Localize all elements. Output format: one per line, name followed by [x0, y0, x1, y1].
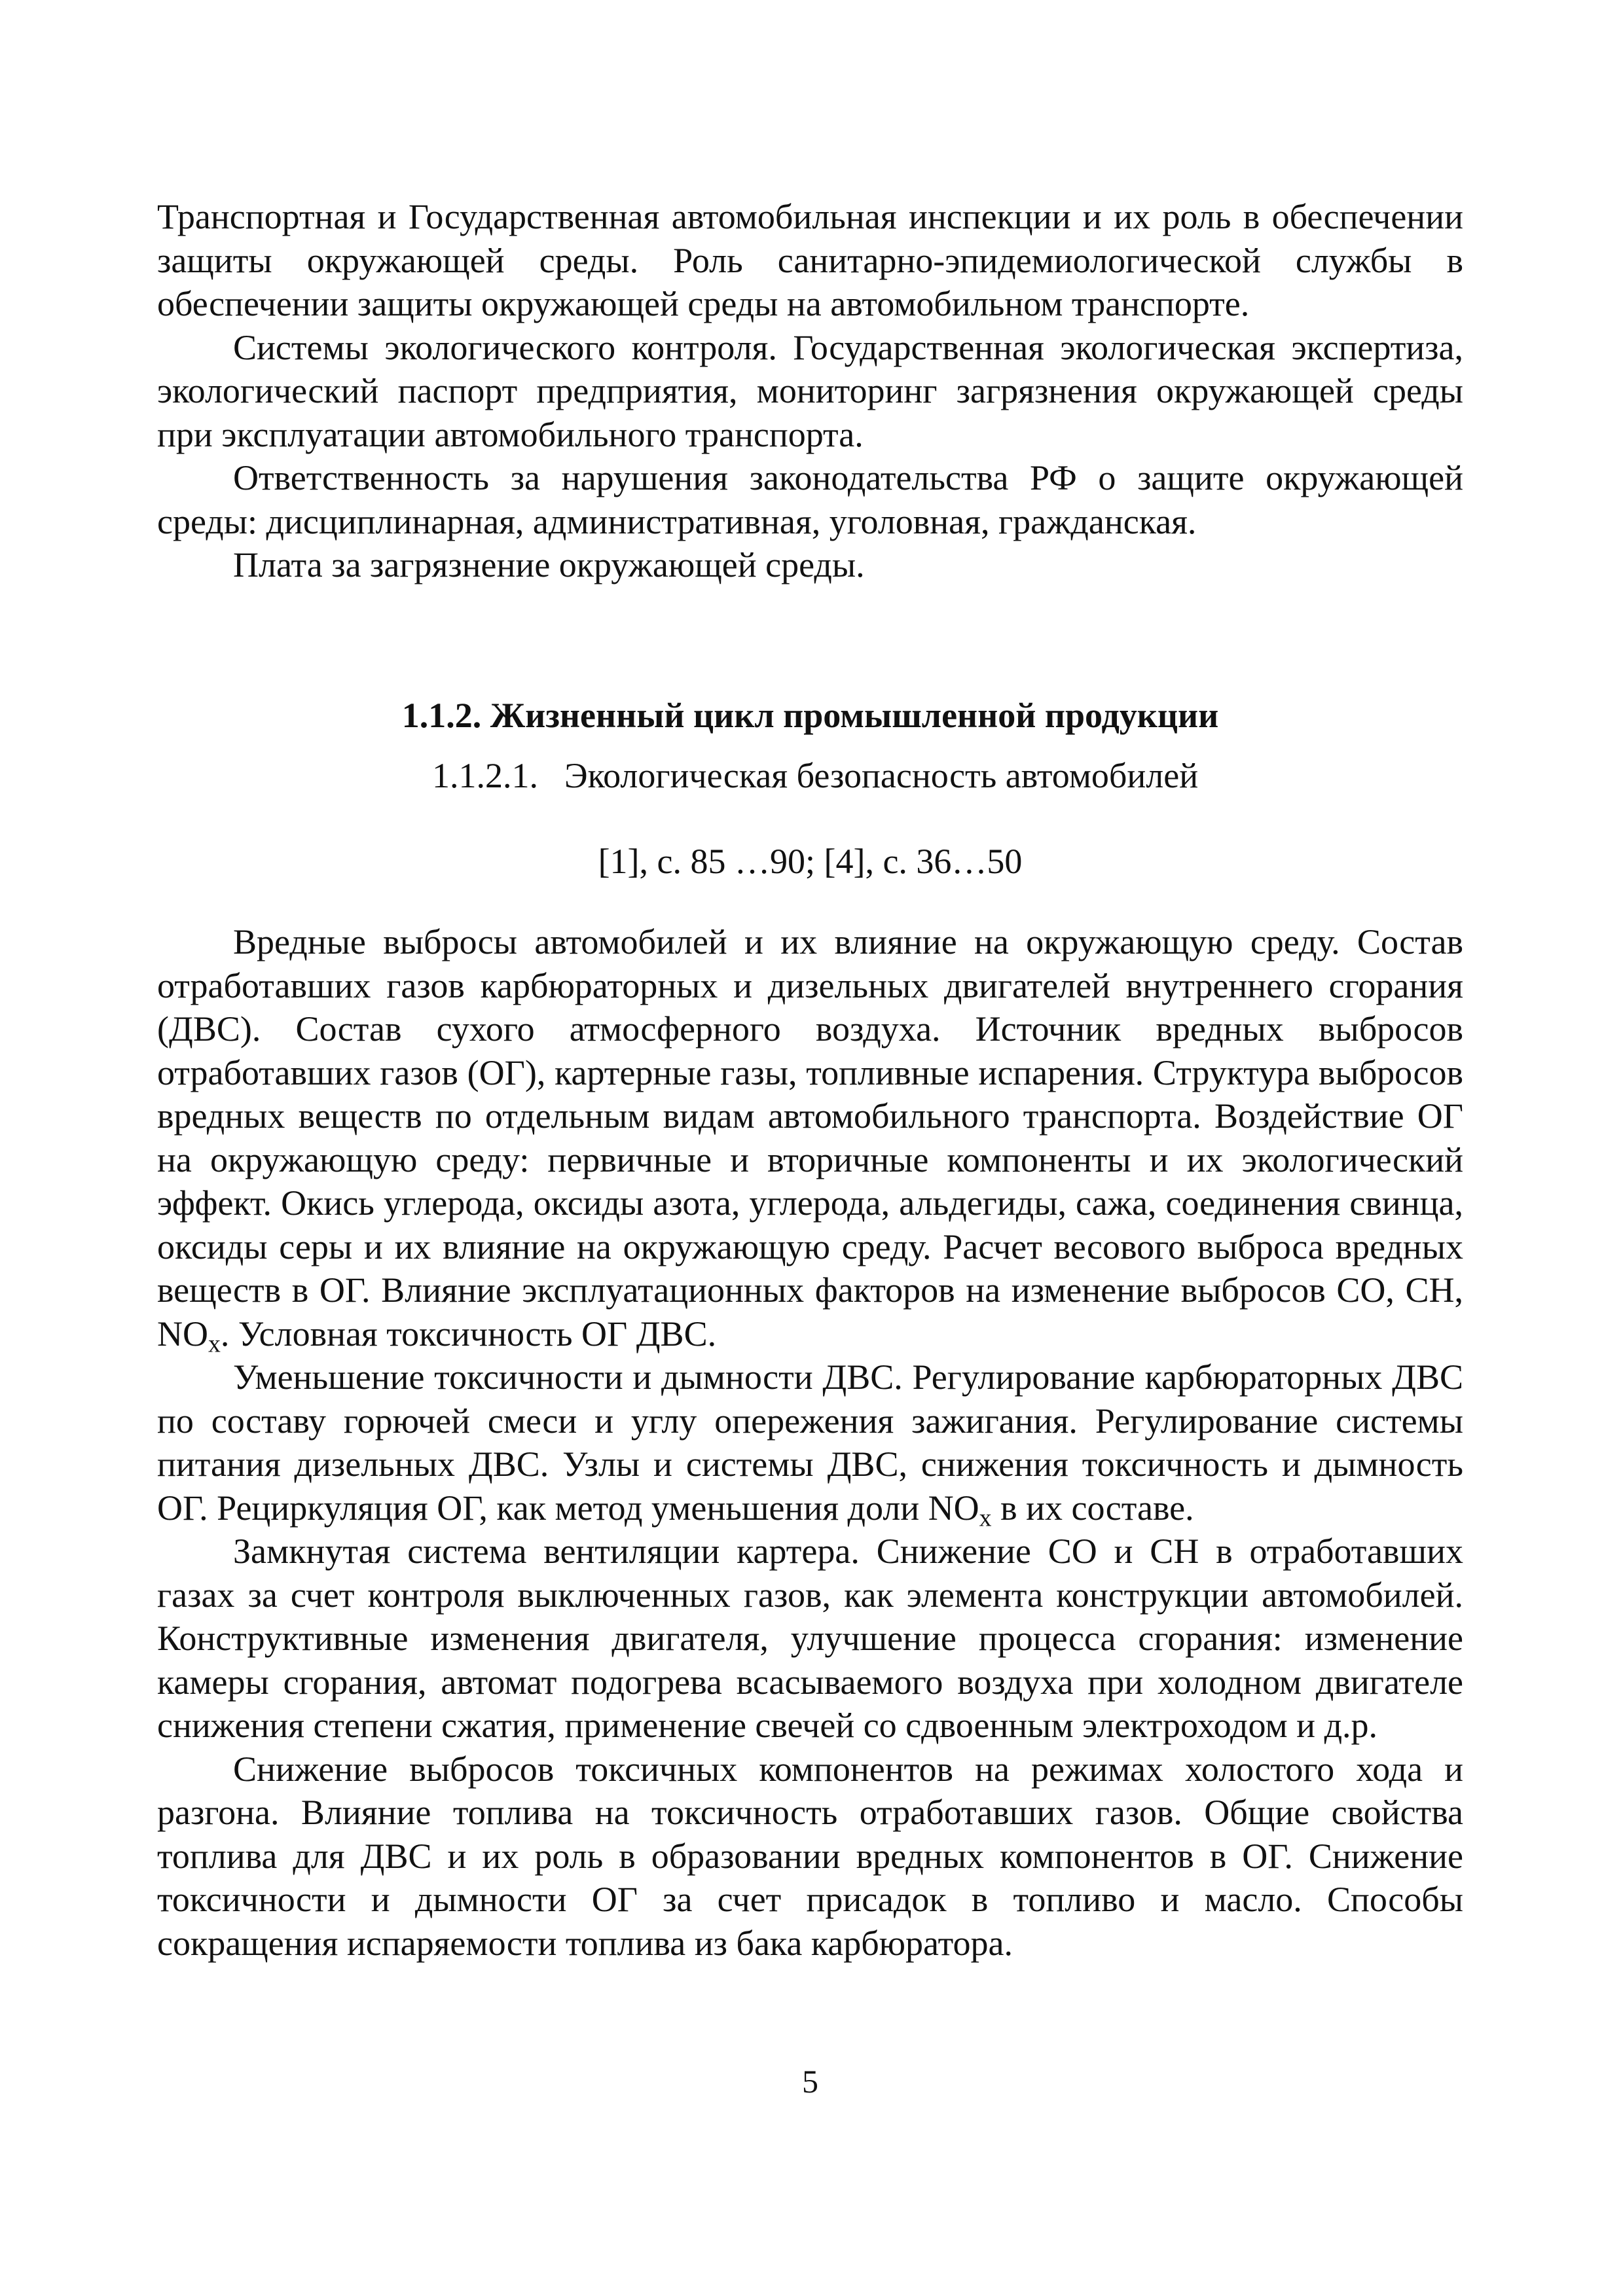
paragraph: Системы экологического контроля. Государственная экологическая экспертиза, экологический паспорт предприятия, мониторинг загрязнения окружающей среды при эксплуатации автомобильного транспорта.: [157, 327, 1463, 454]
subsection-heading: [432, 754, 1198, 797]
section-heading: 1.1.2. Жизненный цикл промышленной продукции: [401, 696, 1219, 735]
subsection-title: Экологическая безопасность автомобилей: [564, 756, 1199, 795]
text-run: в их составе.: [991, 1488, 1194, 1528]
paragraph: Ответственность за нарушения законодательства РФ о защите окружающей среды: дисциплинарная, административная, уголовная, гражданская.: [157, 458, 1463, 541]
paragraph: Транспортная и Государственная автомобильная инспекции и их роль в обеспечении защиты окружающей среды. Роль санитарно-эпидемиологической службы в обеспечении защиты окружающей среды на автомобильном транспорте.: [157, 197, 1463, 323]
subsection-number: 1.1.2.1.: [432, 756, 538, 795]
literature-references: [1], с. 85 …90; [4], с. 36…50: [598, 842, 1023, 881]
paragraph: [157, 1355, 1463, 1530]
body-text-block: [157, 920, 1463, 1965]
paragraph: Снижение выбросов токсичных компонентов на режимах холостого хода и разгона. Влияние топлива на токсичность отработавших газов. Общие свойства топлива для ДВС и их роль в образовании вредных компонентов в ОГ. Снижение токсичности и дымности ОГ за счет присадок в топливо и масло. Способы сокращения испаряемости топлива из бака карбюратора.: [157, 1749, 1463, 1963]
intro-text-block: [157, 195, 1463, 587]
text-run: . Условная токсичность ОГ ДВС.: [220, 1314, 717, 1354]
page-number: 5: [802, 2063, 818, 2100]
paragraph: Замкнутая система вентиляции картера. Снижение СО и СН в отработавших газах за счет контроля выключенных газов, как элемента конструкции автомобилей. Конструктивные изменения двигателя, улучшение процесса сгорания: изменение камеры сгорания, автомат подогрева всасываемого воздуха при холодном двигателе снижения степени сжатия, применение свечей со сдвоенным электроходом и д.р.: [157, 1532, 1463, 1745]
paragraph: Плата за загрязнение окружающей среды.: [233, 545, 865, 584]
subscript: x: [208, 1329, 221, 1357]
paragraph: [157, 920, 1463, 1355]
text-run: Вредные выбросы автомобилей и их влияние на окружающую среду. Состав отработавших газов карбюраторных и дизельных двигателей внутреннего сгорания (ДВС). Состав сухого атмосферного воздуха. Источник вредных выбросов отработавших газов (ОГ), картерные газы, топливные испарения. Структура выбросов вредных веществ по отдельным видам автомобильного транспорта. Воздействие ОГ на окружающую среду: первичные и вторичные компоненты и их экологический эффект. Окись углерода, оксиды азота, углерода, альдегиды, сажа, соединения свинца, оксиды серы и их влияние на окружающую среду. Расчет весового выброса вредных веществ в ОГ. Влияние эксплуатационных факторов на изменение выбросов СО, СН, NO: [157, 922, 1463, 1354]
text-run: Уменьшение токсичности и дымности ДВС. Регулирование карбюраторных ДВС по составу горючей смеси и углу опережения зажигания. Регулирование системы питания дизельных ДВС. Узлы и системы ДВС, снижения токсичность и дымность ОГ. Рециркуляция ОГ, как метод уменьшения доли NO: [157, 1357, 1463, 1528]
subscript: x: [979, 1503, 992, 1532]
